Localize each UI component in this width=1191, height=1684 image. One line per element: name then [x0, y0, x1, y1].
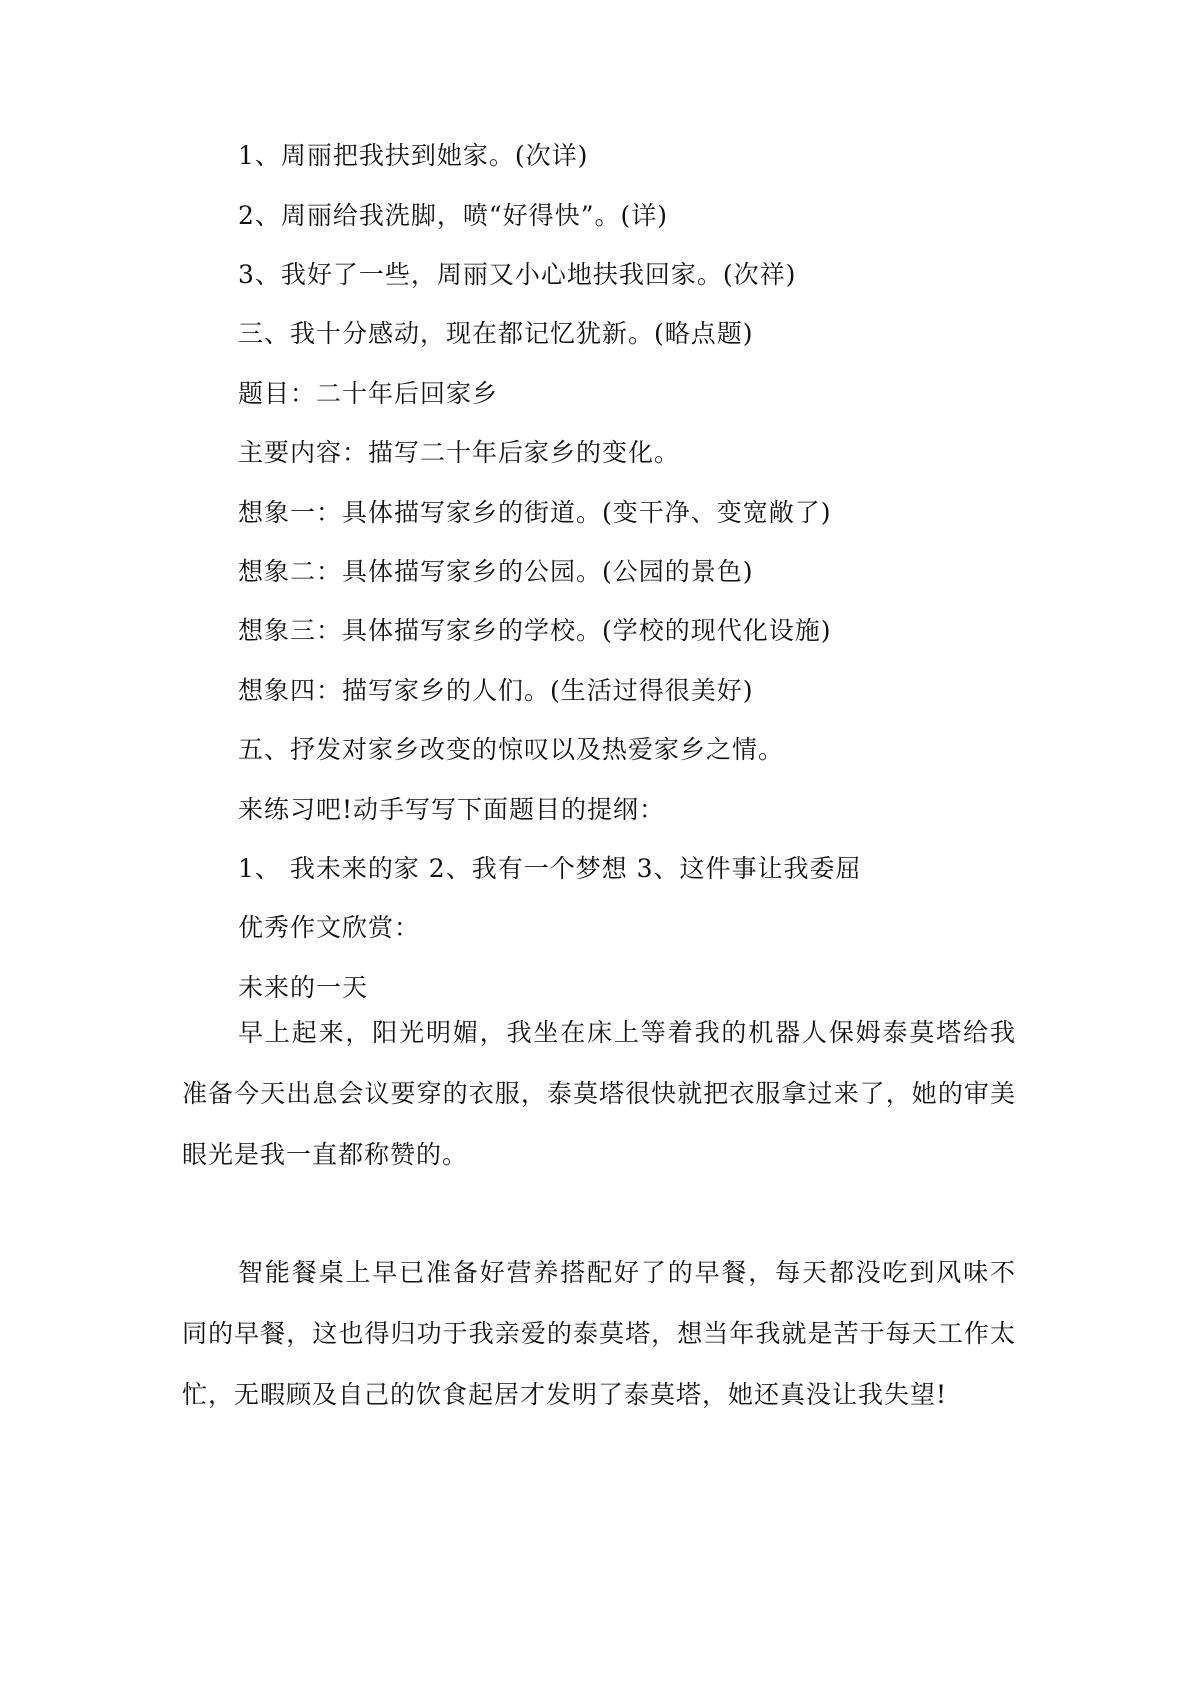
outline-line: 想象四：描写家乡的人们。(生活过得很美好)	[238, 676, 754, 705]
outline-line: 主要内容：描写二十年后家乡的变化。	[238, 438, 681, 467]
outline-line: 来练习吧!动手写写下面题目的提纲：	[238, 795, 666, 824]
outline-line: 想象三：具体描写家乡的学校。(学校的现代化设施)	[238, 616, 832, 645]
outline-line: 五、抒发对家乡改变的惊叹以及热爱家乡之情。	[238, 735, 785, 764]
outline-line: 1、 我未来的家 2、我有一个梦想 3、这件事让我委屈	[238, 854, 862, 883]
outline-line: 3、我好了一些，周丽又小心地扶我回家。(次祥)	[238, 260, 797, 289]
outline-line: 2、周丽给我洗脚，喷“好得快”。(详)	[238, 201, 668, 230]
outline-line: 题目：二十年后回家乡	[238, 379, 499, 408]
essay-paragraph: 智能餐桌上早已准备好营养搭配好了的早餐，每天都没吃到风味不同的早餐，这也得归功于我亲爱的泰莫塔，想当年我就是苦于每天工作太忙，无暇顾及自己的饮食起居才发明了泰莫塔，她还真没让我失望!	[182, 1258, 1016, 1409]
essay-paragraph: 早上起来，阳光明媚，我坐在床上等着我的机器人保姆泰莫塔给我准备今天出息会议要穿的衣服，泰莫塔很快就把衣服拿过来了，她的审美眼光是我一直都称赞的。	[182, 1018, 1016, 1169]
outline-line: 三、我十分感动，现在都记忆犹新。(略点题)	[238, 319, 754, 348]
outline-line: 想象二：具体描写家乡的公园。(公园的景色)	[238, 557, 754, 586]
section-heading: 优秀作文欣赏：	[238, 913, 421, 942]
essay-title: 未来的一天	[238, 973, 369, 1002]
outline-line: 想象一：具体描写家乡的街道。(变干净、变宽敞了)	[238, 498, 832, 527]
outline-line: 1、周丽把我扶到她家。(次详)	[238, 141, 589, 170]
